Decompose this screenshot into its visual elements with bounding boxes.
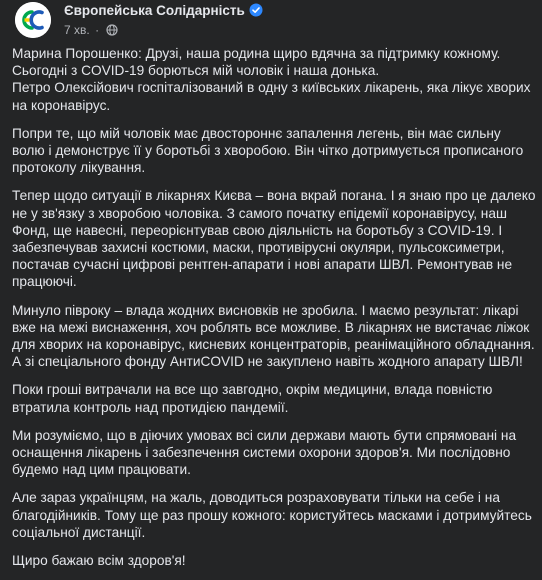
- verified-badge-icon: [249, 3, 263, 20]
- post-paragraph: Поки гроші витрачали на все що завгодно, окрім медицини, влада повністю втратила контроль над протидією пандемії.: [12, 382, 493, 415]
- post-paragraph: Попри те, що мій чоловік має двостороннє запалення легень, він має сильну волю і демонструє її у боротьбі з хворобою. Він чітко дотримується прописаного протоколу лікування.: [12, 125, 524, 176]
- post-body: [12, 45, 536, 580]
- post-paragraph: Але зараз українцям, на жаль, доводиться розраховувати тільки на себе і на благодійників. Тому ще раз прошу кожного: користуйтесь масками і дотримуйтесь соціальної дистанції.: [12, 490, 532, 540]
- meta-separator: ·: [95, 23, 100, 37]
- post-paragraph: Тепер щодо ситуації в лікарнях Києва – вона вкрай погана. І я знаю про це далеко не у зв'язку з хворобою чоловіка. З самого початку епідемії коронавірусу, наш Фонд, ще навесні, переорієнтував свою діяльність на боротьбу з COVID-19. І забезпечував захисні костюми, маски, противірусні окуляри, пульсоксиметри, постачав сучасні цифрові рентген-апарати і нові апарати ШВЛ. Ремонтував не працюючі.: [12, 188, 536, 290]
- page-name[interactable]: Європейська Солідарність: [64, 3, 245, 18]
- post-paragraph: Щиро бажаю всім здоров'я!: [12, 553, 186, 569]
- post-paragraph: Ми розуміємо, що в діючих умовах всі сили держави мають бути спрямовані на оснащення лікарень і забезпечення системи охорони здоров'я. Ми послідовно будемо над цим працювати.: [12, 427, 517, 478]
- post-header: [12, 0, 542, 42]
- post-paragraph: Минуло півроку – влада жодних висновків не зробила. І маємо результат: лікарі вже на межі виснаження, хоч роблять все можливе. В лікарнях не вистачає ліжок для хворих на коронавірус, кисневих концентраторів, реанімаційного обладнання. А зі спеціального фонду АнтиCOVID не закуплено навіть жодного апарату ШВЛ!: [12, 302, 535, 370]
- page-name-link[interactable]: [64, 3, 263, 20]
- page-avatar[interactable]: [15, 2, 51, 38]
- globe-icon[interactable]: [106, 24, 118, 39]
- post-meta: [64, 23, 118, 39]
- post-paragraph: Марина Порошенко: Друзі, наша родина щиро вдячна за підтримку кожному. Сьогодні з COVID-19 борються мій чоловік і наша донька. Петро Олексійович госпіталізований в одну з київських лікарень, яка лікує хворих на коронавірус.: [12, 46, 531, 113]
- party-logo-icon: [15, 2, 51, 38]
- post-timestamp[interactable]: 7 хв.: [64, 23, 90, 37]
